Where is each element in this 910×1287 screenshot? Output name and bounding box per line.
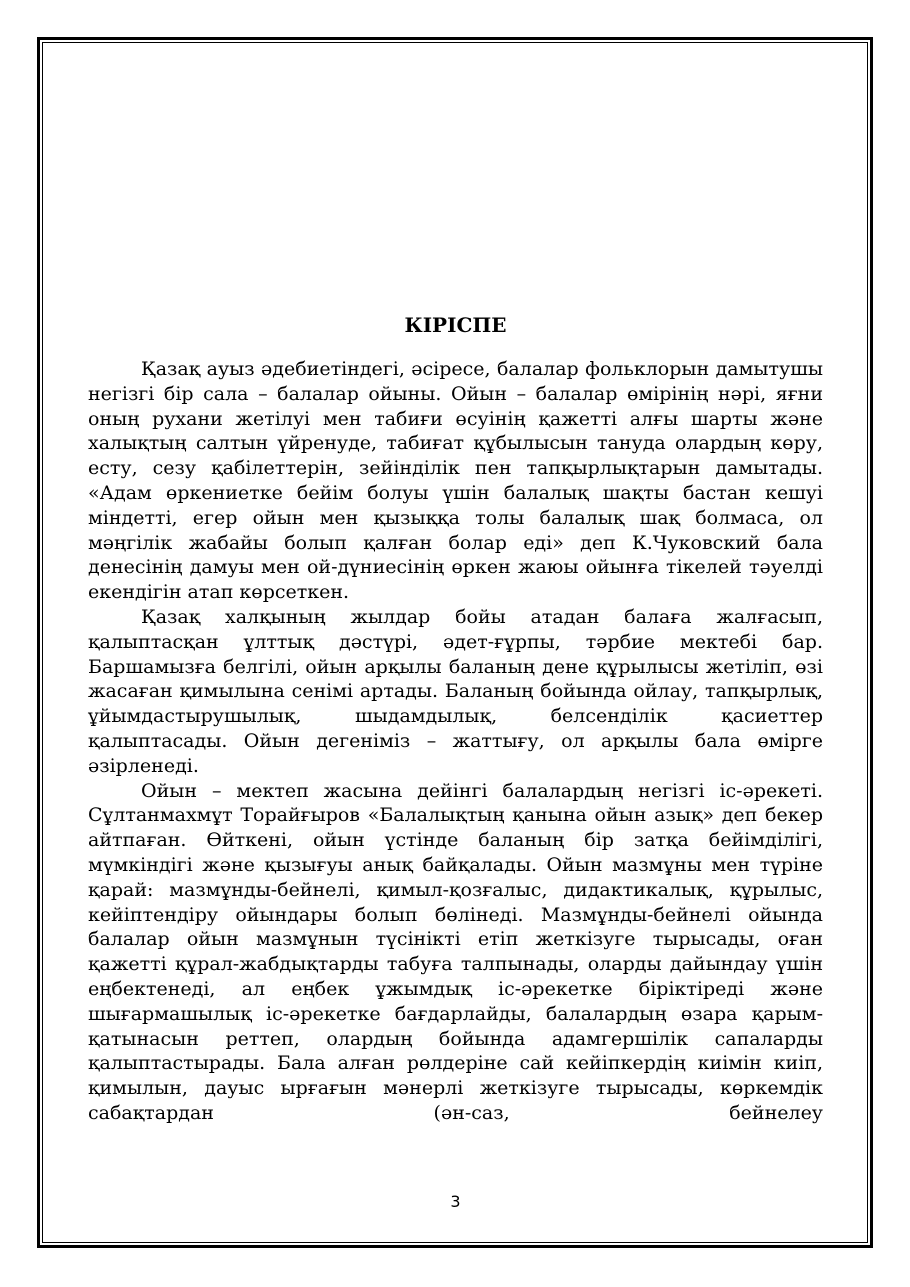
paragraph-3: Ойын – мектеп жасына дейінгі балалардың негізгі іс-әрекеті. Сұлтанмахмұт Торайғыров «Балалықтың қанына ойын азық» деп бекер айтпаған. Өйткені, ойын үстінде баланың бір затқа бейімділігі, мүмкіндігі және қызығуы анық байқалады. Ойын мазмұны мен түріне қарай: мазмұнды-бейнелі, қимыл-қозғалыс, дидактикалық, құрылыс, кейіптендіру ойындары болып бөлінеді. Мазмұнды-бейнелі ойында балалар ойын мазмұнын түсінікті етіп жеткізуге тырысады, оған қажетті құрал-жабдықтарды табуға талпынады, оларды дайындау үшін еңбектенеді, ал еңбек ұжымдық іс-әрекетке біріктіреді және шығармашылық іс-әрекетке бағдарлайды, балалардың өзара қарым-қатынасын реттеп, олардың бойында адамгершілік сапаларды қалыптастырады. Бала алған рөлдеріне сай кейіпкердің киімін киіп, қимылын, дауыс ырғағын мәнерлі жеткізуге тырысады, көркемдік сабақтардан (ән-саз, бейнелеу: [88, 779, 823, 1124]
paragraph-1: Қазақ ауыз әдебиетіндегі, әсіресе, балалар фольклорын дамытушы негізгі бір сала – балалар ойыны. Ойын – балалар өмірінің нәрі, яғни оның рухани жетілуі мен табиғи өсуінің қажетті алғы шарты және халықтың салтын үйренуде, табиғат құбылысын тануда олардың көру, есту, сезу қабілеттерін, зейінділік пен тапқырлықтарын дамытады. «Адам өркениетке бейім болуы үшін балалық шақты бастан кешуі міндетті, егер ойын мен қызыққа толы балалық шақ болмаса, ол мәңгілік жабайы болып қалған болар еді» деп К.Чуковский бала денесінің дамуы мен ой-дүниесінің өркен жаюы ойынға тікелей тәуелді екендігін атап көрсеткен.: [88, 358, 823, 604]
page-title: КІРІСПЕ: [404, 313, 507, 337]
page-number: 3: [450, 1192, 461, 1211]
body-text: [88, 357, 823, 1126]
paragraph-2: Қазақ халқының жылдар бойы атадан балаға жалғасып, қалыптасқан ұлттық дәстүрі, әдет-ғұрпы, тәрбие мектебі бар. Баршамызға белгілі, ойын арқылы баланың дене құрылысы жетіліп, өзі жасаған қимылына сенімі артады. Баланың бойында ойлау, тапқырлық, ұйымдастырушылық, шыдамдылық, белсенділік қасиеттер қалыптасады. Ойын дегеніміз – жаттығу, ол арқылы бала өмірге әзірленеді.: [88, 605, 823, 777]
